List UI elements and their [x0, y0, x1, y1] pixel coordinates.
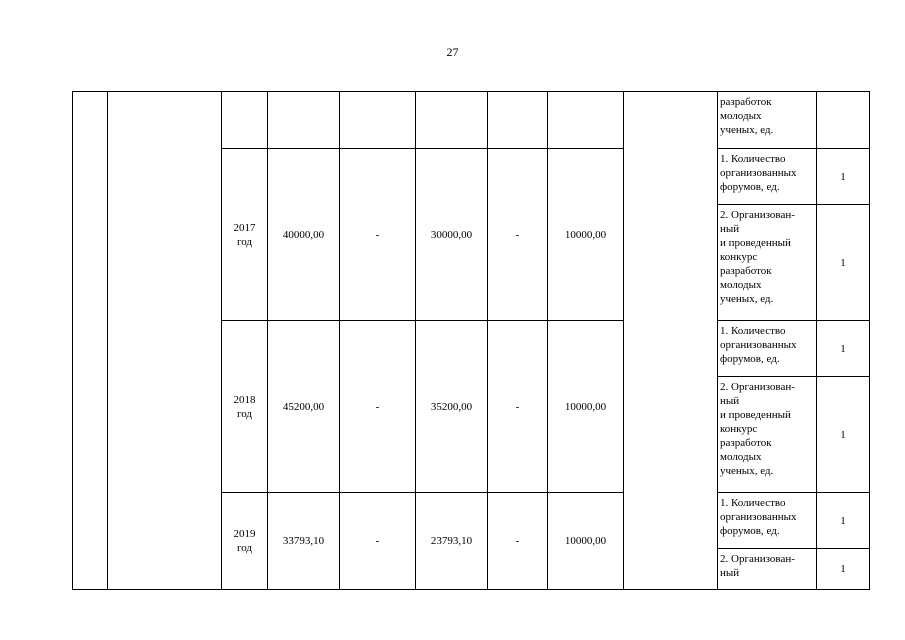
cell-indicator-value: 1: [817, 149, 870, 205]
cell-indicator-value: 1: [817, 205, 870, 321]
cell-local: -: [488, 149, 548, 321]
table-row-continuation: [73, 92, 870, 149]
cell-other: 10000,00: [548, 149, 624, 321]
cell-indicator: 2. Организован- ный и проведенный конкурс разработок молодых ученых, ед.: [718, 377, 817, 493]
cell-indicator-value: 1: [817, 493, 870, 549]
cell-indicator-value: [817, 92, 870, 149]
cell-empty: [268, 92, 340, 149]
cell-empty: [222, 92, 268, 149]
cell-empty: [488, 92, 548, 149]
cell-other: 10000,00: [548, 321, 624, 493]
page-number: 27: [446, 45, 459, 59]
cell-indicator: 1. Количество организованных форумов, ед.: [718, 321, 817, 377]
cell-responsible: [624, 92, 718, 590]
cell-regional: 35200,00: [416, 321, 488, 493]
cell-indicator-value: 1: [817, 549, 870, 590]
cell-indicator-value: 1: [817, 321, 870, 377]
cell-indicator: разработок молодых ученых, ед.: [718, 92, 817, 149]
budget-table: [72, 91, 870, 590]
cell-year: 2018 год: [222, 321, 268, 493]
cell-year: 2017 год: [222, 149, 268, 321]
cell-empty: [340, 92, 416, 149]
cell-regional: 23793,10: [416, 493, 488, 590]
cell-indicator: 2. Организован- ный и проведенный конкурс разработок молодых ученых, ед.: [718, 205, 817, 321]
cell-empty: [548, 92, 624, 149]
cell-total: 40000,00: [268, 149, 340, 321]
cell-indicator: 2. Организован- ный: [718, 549, 817, 590]
cell-indicator: 1. Количество организованных форумов, ед.: [718, 149, 817, 205]
cell-other: 10000,00: [548, 493, 624, 590]
budget-table-container: [72, 91, 870, 590]
cell-local: -: [488, 321, 548, 493]
cell-regional: 30000,00: [416, 149, 488, 321]
cell-number: [73, 92, 108, 590]
cell-year: 2019 год: [222, 493, 268, 590]
cell-empty: [416, 92, 488, 149]
cell-federal: -: [340, 321, 416, 493]
cell-total: 45200,00: [268, 321, 340, 493]
cell-indicator-value: 1: [817, 377, 870, 493]
cell-indicator: 1. Количество организованных форумов, ед.: [718, 493, 817, 549]
cell-activity-name: [108, 92, 222, 590]
cell-federal: -: [340, 493, 416, 590]
cell-local: -: [488, 493, 548, 590]
cell-federal: -: [340, 149, 416, 321]
cell-total: 33793,10: [268, 493, 340, 590]
